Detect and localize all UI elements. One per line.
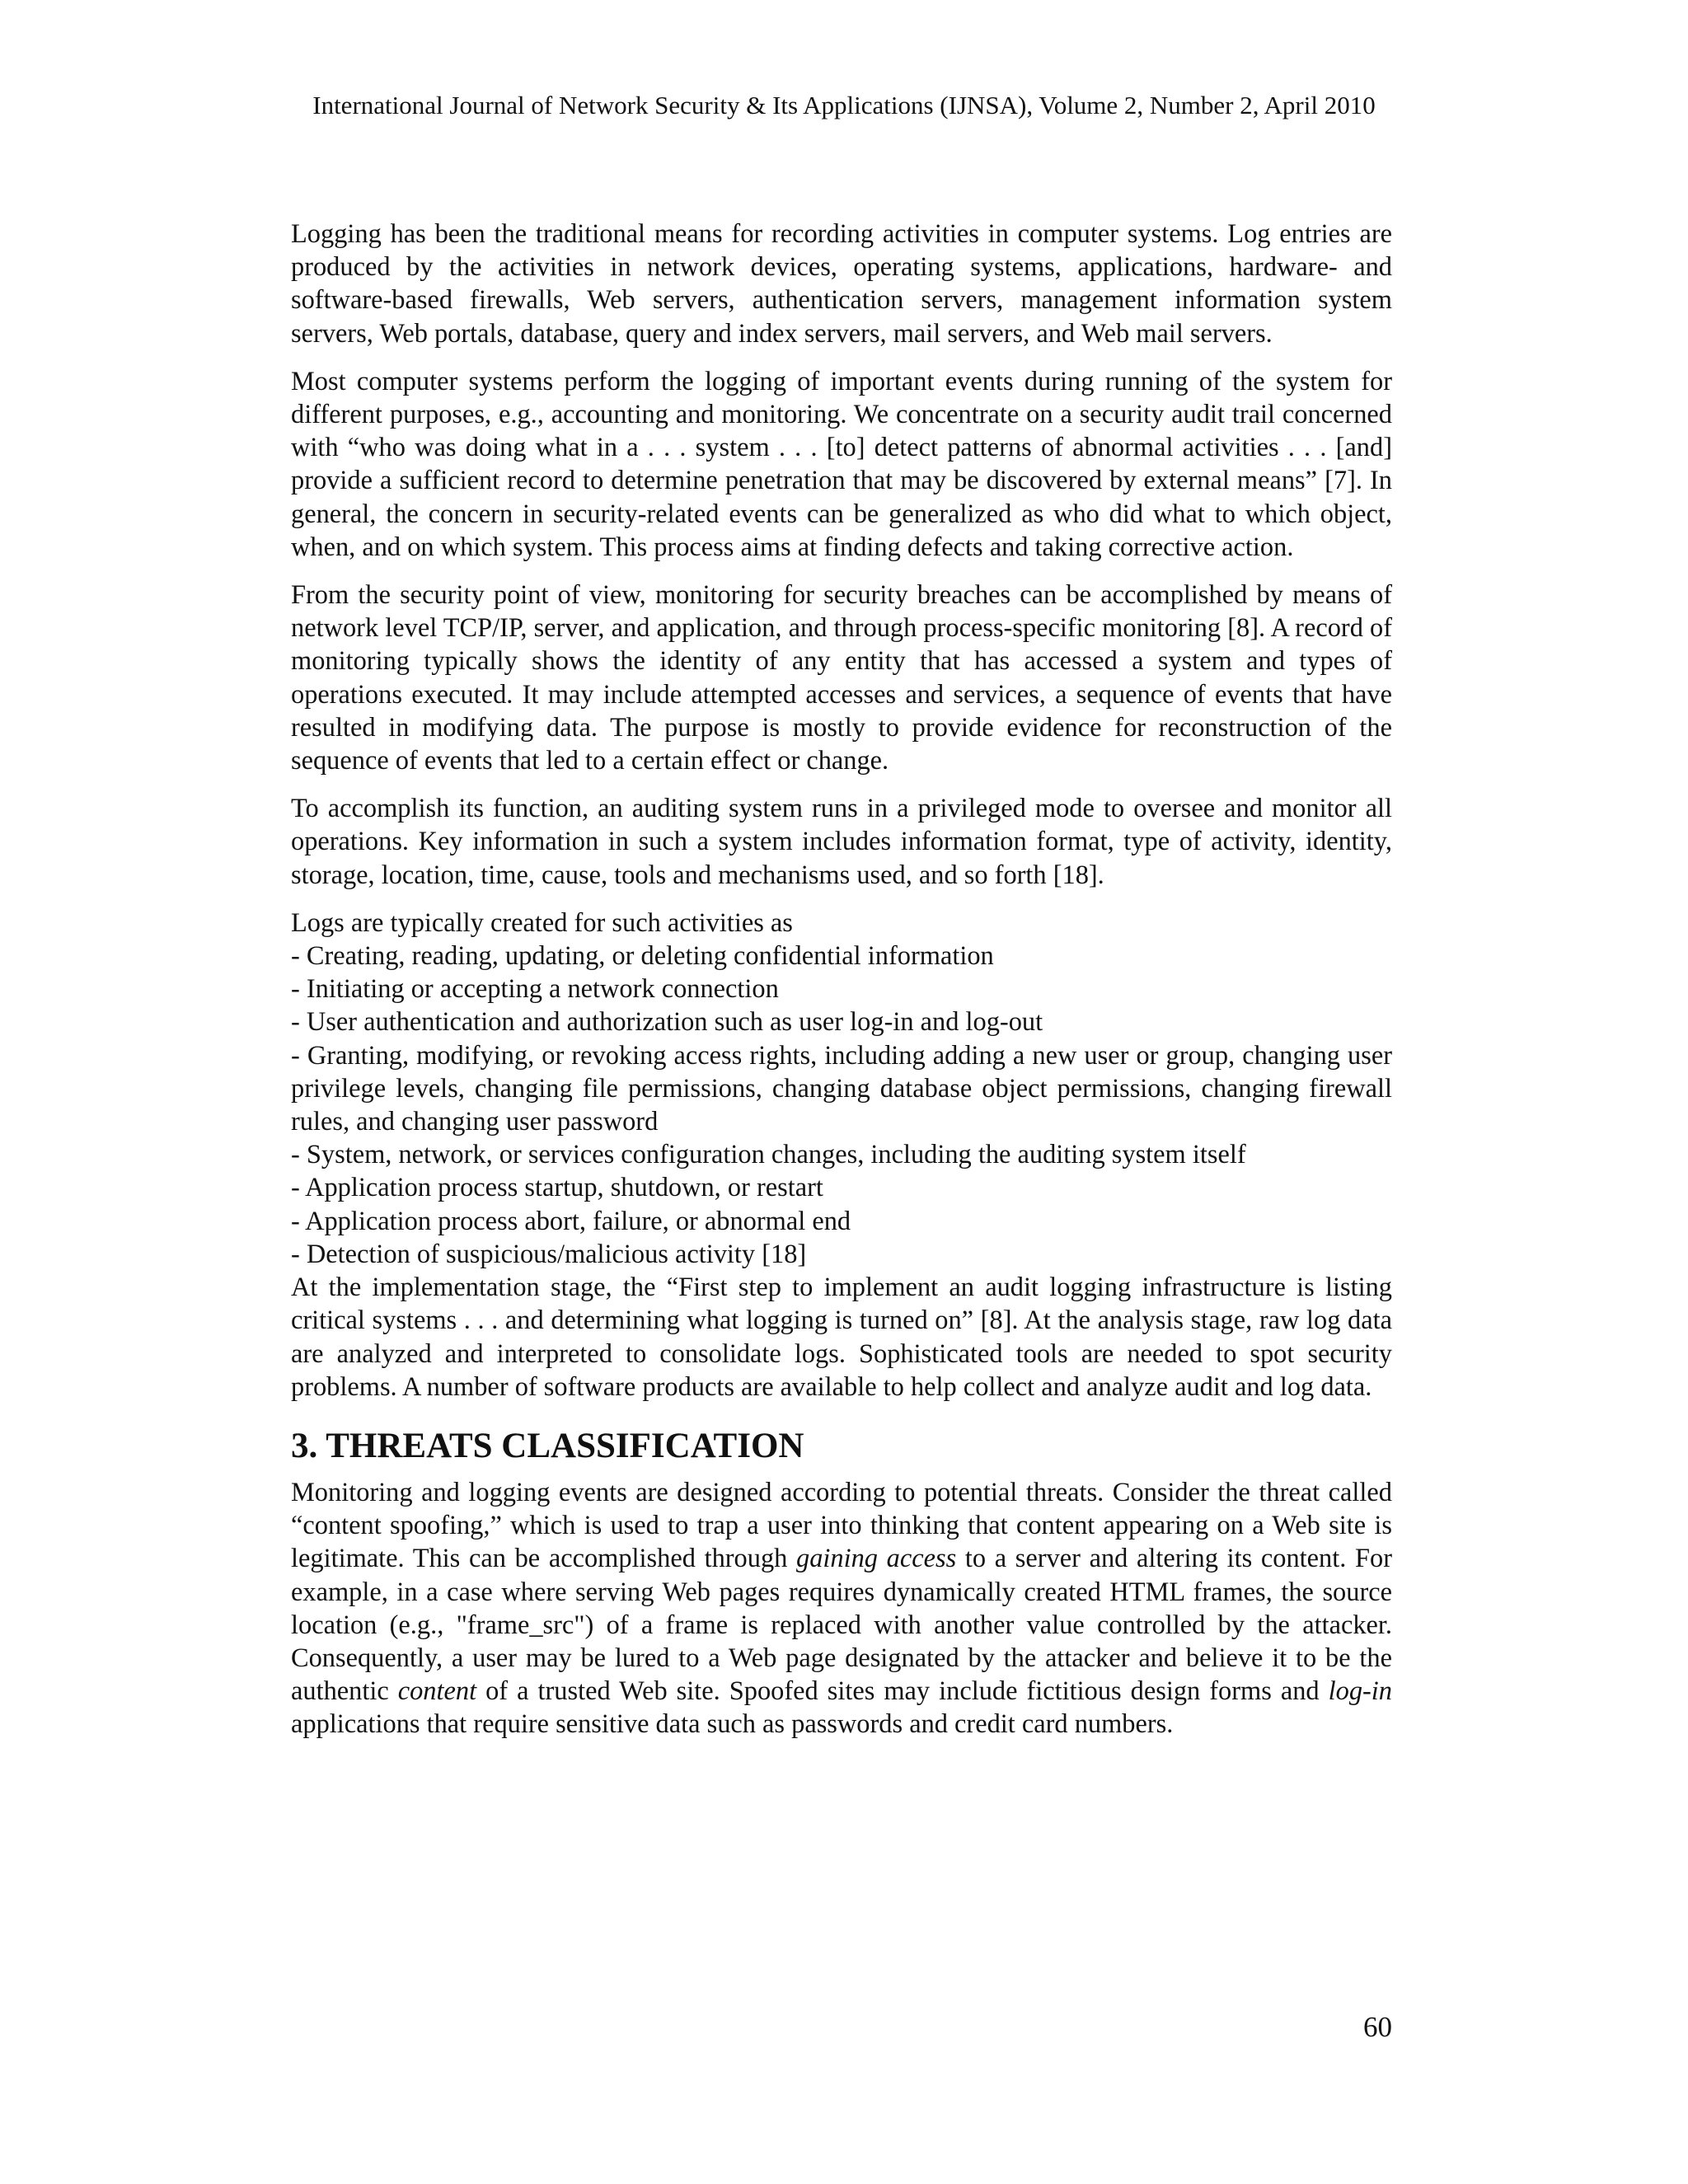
paragraph-audit-trail: Most computer systems perform the logging of important events during running of the system for different purposes, e.g., accounting and monitoring. We concentrate on a security audit trail concerned with “who was doing what in a . . . system . . . [to] detect patterns of abnormal activities . . . [and] provide a sufficient record to determine penetration that may be discovered by external means” [7]. In general, the concern in security-related events can be generalized as who did what to which object, when, and on which system. This process aims at finding defects and taking corrective action. (291, 366, 1392, 562)
text-run: Monitoring and logging events are designed according to potential threats. Consider the threat called “content spoofing,” which is used to trap a user into thinking that content appearing on a Web site is legitimate. This can be accomplished through (291, 1477, 1392, 1574)
activity-list-intro: Logs are typically created for such activities as (291, 907, 793, 938)
section-heading: 3. THREATS CLASSIFICATION (291, 1426, 804, 1465)
text-run: to a server and altering its content. For example, in a case where serving Web pages requires dynamically created HTML frames, the source location (e.g., "frame_src") of a frame is replaced with another value controlled by the attacker. Consequently, a user may be lured to a Web page designated by the attacker and believe it to be the authentic (291, 1544, 1392, 1707)
paragraph-auditing-system: To accomplish its function, an auditing system runs in a privileged mode to oversee and monitor all operations. Key information in such a system includes information format, type of activity, identity, storage, location, time, cause, tools and mechanisms used, and so forth [18]. (291, 794, 1392, 890)
paragraph-security-monitoring: From the security point of view, monitoring for security breaches can be accomplished by means of network level TCP/IP, server, and application, and through process-specific monitoring [8]. A record of monitoring typically shows the identity of any entity that has accessed a system and types of operations executed. It may include attempted accesses and services, a sequence of events that have resulted in modifying data. The purpose is mostly to provide evidence for reconstruction of the sequence of events that led to a certain effect or change. (291, 580, 1392, 776)
text-run: of a trusted Web site. Spoofed sites may include fictitious design forms and (476, 1676, 1329, 1707)
body-column (291, 218, 1392, 1741)
italic-term: log-in (1328, 1676, 1392, 1707)
list-item: - Application process abort, failure, or abnormal end (291, 1206, 851, 1236)
italic-term: gaining access (796, 1544, 957, 1574)
paragraph-implementation-stage: At the implementation stage, the “First step to implement an audit logging infrastructure is listing critical systems . . . and determining what logging is turned on” [8]. At the analysis stage, raw log data are analyzed and interpreted to consolidate logs. Sophisticated tools are needed to spot security problems. A number of software products are available to help collect and analyze audit and log data. (291, 1272, 1392, 1402)
activity-list (291, 907, 1392, 1271)
list-item: - Detection of suspicious/malicious activity [18] (291, 1239, 807, 1269)
list-item: - User authentication and authorization such as user log-in and log-out (291, 1007, 1043, 1038)
page-number: 60 (1363, 2011, 1392, 2043)
text-run: applications that require sensitive data such as passwords and credit card numbers. (291, 1709, 1174, 1740)
paragraph-logging-intro: Logging has been the traditional means for recording activities in computer systems. Log entries are produced by the activities in network devices, operating systems, applications, hardware- and software-based firewalls, Web servers, authentication servers, management information system servers, Web portals, database, query and index servers, mail servers, and Web mail servers. (291, 219, 1392, 349)
paragraph-threats (291, 1476, 1392, 1741)
list-item: - Granting, modifying, or revoking access rights, including adding a new user or group, changing user privilege levels, changing file permissions, changing database object permissions, changing firewall rules, and changing user password (291, 1040, 1392, 1137)
list-item: - Initiating or accepting a network connection (291, 974, 779, 1005)
list-item: - System, network, or services configuration changes, including the auditing system itself (291, 1140, 1246, 1170)
list-item: - Creating, reading, updating, or deleting confidential information (291, 941, 994, 972)
running-header: International Journal of Network Security & Its Applications (IJNSA), Volume 2, Number 2, April 2010 (312, 91, 1376, 120)
list-item: - Application process startup, shutdown, or restart (291, 1173, 823, 1203)
italic-term: content (397, 1676, 477, 1707)
